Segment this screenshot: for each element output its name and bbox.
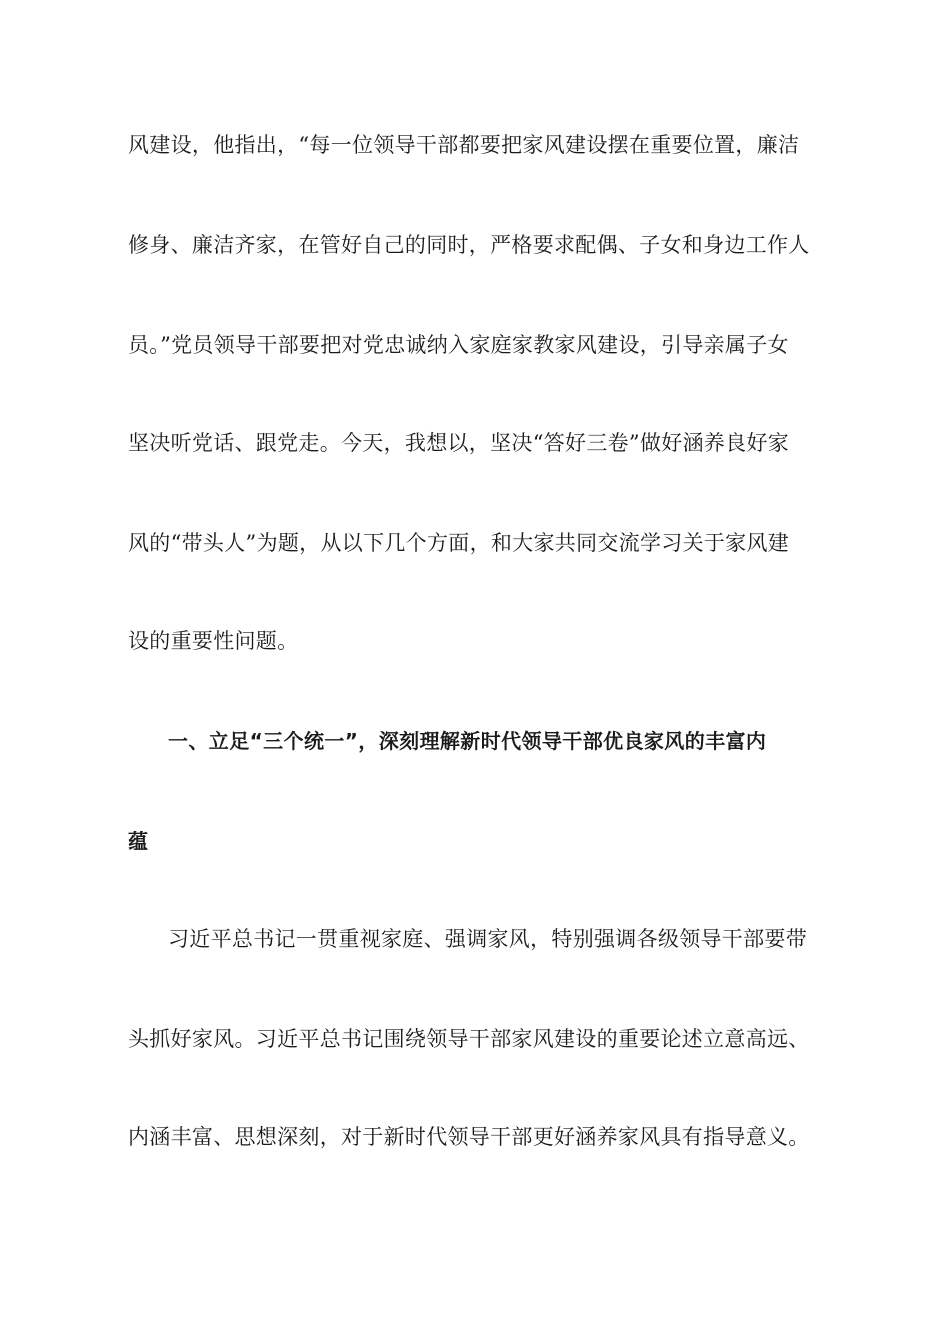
paragraph-line: 习近平总书记一贯重视家庭、强调家风，特别强调各级领导干部要带: [168, 927, 807, 951]
paragraph-line: 内涵丰富、思想深刻，对于新时代领导干部更好涵养家风具有指导意义。: [128, 1125, 810, 1149]
paragraph-line: 风的“带头人”为题，从以下几个方面，和大家共同交流学习关于家风建: [128, 531, 790, 555]
paragraph-line: 风建设，他指出，“每一位领导干部都要把家风建设摆在重要位置，廉洁: [128, 133, 800, 157]
paragraph-line: 员。”党员领导干部要把对党忠诚纳入家庭家教家风建设，引导亲属子女: [128, 333, 789, 357]
section-heading-line: 一、立足“三个统一”，深刻理解新时代领导干部优良家风的丰富内: [168, 729, 767, 753]
paragraph-line: 修身、廉洁齐家，在管好自己的同时，严格要求配偶、子女和身边工作人: [128, 233, 810, 257]
paragraph-line: 坚决听党话、跟党走。今天，我想以，坚决“答好三卷”做好涵养良好家: [128, 431, 790, 455]
section-heading-line: 蕴: [128, 829, 149, 853]
paragraph-line: 设的重要性问题。: [128, 629, 299, 653]
paragraph-line: 头抓好家风。习近平总书记围绕领导干部家风建设的重要论述立意高远、: [128, 1027, 810, 1051]
